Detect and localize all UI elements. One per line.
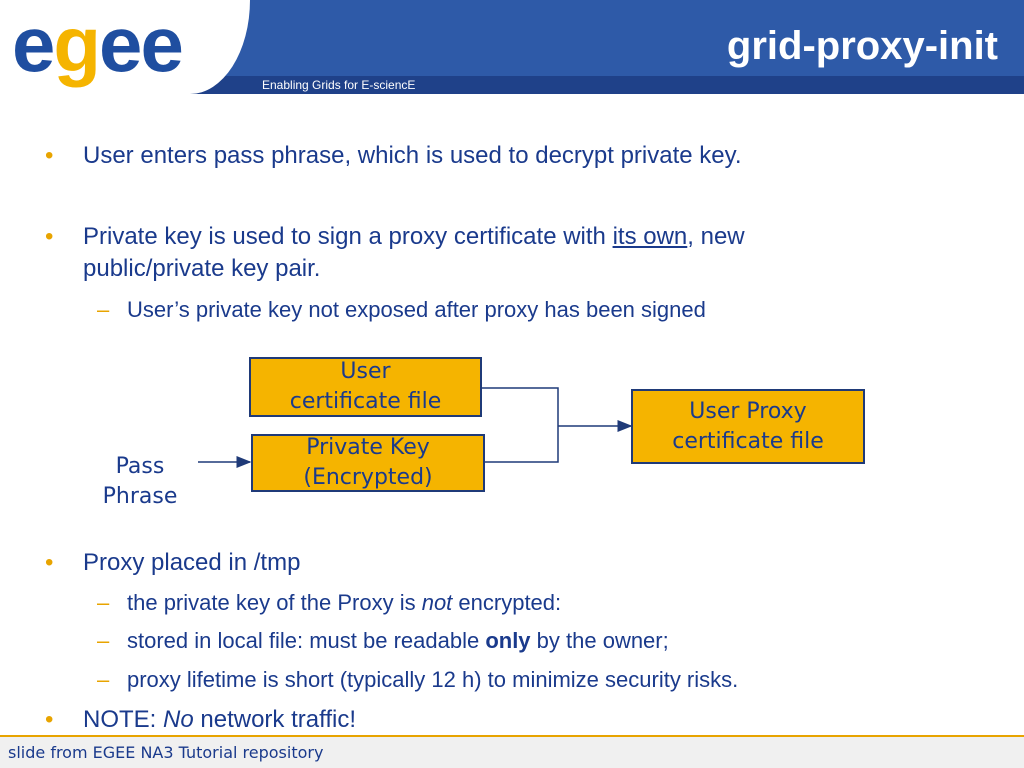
connector-private-key xyxy=(485,426,558,462)
underlined-its-own: its own xyxy=(612,223,688,250)
connector-user-cert xyxy=(482,388,558,426)
bullet-sign-proxy: • Private key is used to sign a proxy certificate with its own, new public/private key pair. xyxy=(45,223,745,282)
sub-bullet-not-encrypted: – the private key of the Proxy is not encrypted: xyxy=(127,588,987,618)
sub-bullet-readable-owner: – stored in local file: must be readable only by the owner; xyxy=(127,626,987,656)
sub-bullet-lifetime: – proxy lifetime is short (typically 12 h) to minimize security risks. xyxy=(127,665,987,695)
slide-footer xyxy=(0,735,1024,768)
user-certificate-box: User certificate file xyxy=(249,357,482,417)
slide-title: grid-proxy-init xyxy=(726,24,998,68)
pass-phrase-label: Pass Phrase xyxy=(102,454,178,509)
bullet-marker: • xyxy=(45,142,54,169)
footer-credit: slide from EGEE NA3 Tutorial repository xyxy=(8,743,324,762)
bullet-marker: • xyxy=(45,549,54,576)
private-key-box: Private Key (Encrypted) xyxy=(251,434,485,492)
bullet-marker: • xyxy=(45,706,54,733)
bullet-decrypt: • User enters pass phrase, which is used to decrypt private key. xyxy=(83,140,983,172)
bullet-no-network: • NOTE: No network traffic! xyxy=(83,704,983,736)
dash-marker: – xyxy=(97,297,110,322)
dash-marker: – xyxy=(97,590,110,615)
user-proxy-certificate-box: User Proxy certificate file xyxy=(631,389,865,464)
sub-bullet-key-not-exposed: – User’s private key not exposed after proxy has been signed xyxy=(127,295,987,325)
egee-logo-text: egee xyxy=(12,0,182,88)
dash-marker: – xyxy=(97,628,110,653)
bullet-proxy-tmp: • Proxy placed in /tmp xyxy=(83,547,983,579)
dash-marker: – xyxy=(97,667,110,692)
bullet-marker: • xyxy=(45,223,54,250)
tagline: Enabling Grids for E-sciencE xyxy=(262,78,416,92)
